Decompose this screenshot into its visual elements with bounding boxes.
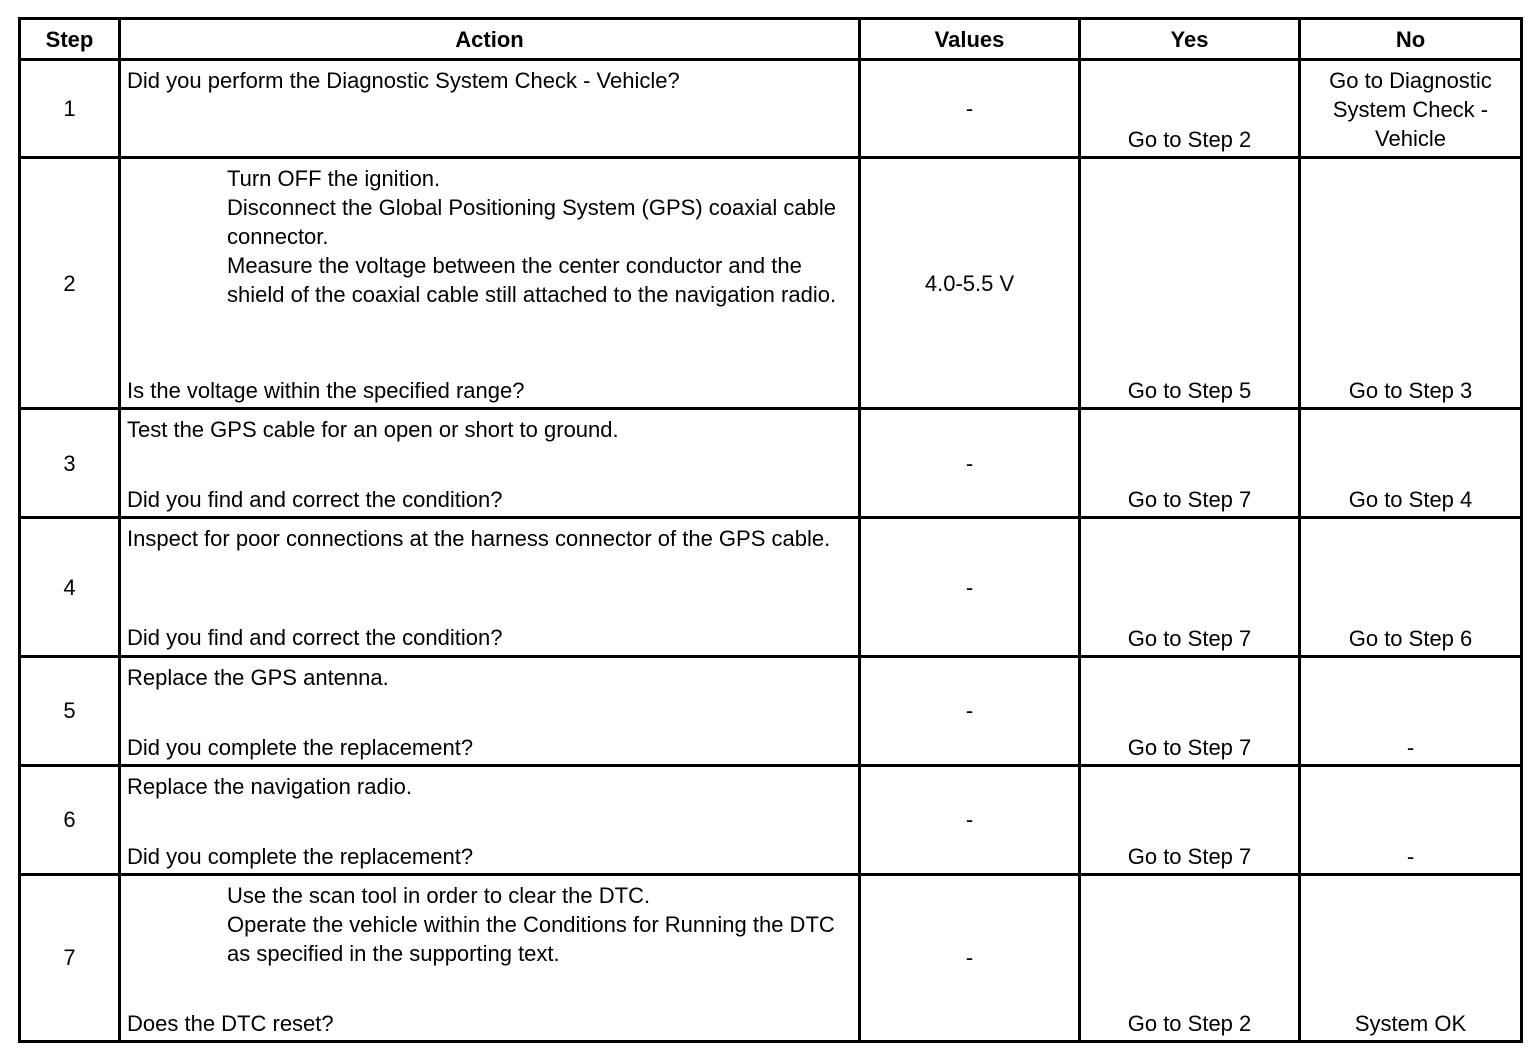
action-steps-list (227, 881, 854, 968)
action-step-item: Operate the vehicle within the Conditions for Running the DTC as specified in the supporting text. (227, 911, 835, 966)
action-instruction: Replace the GPS antenna. (127, 664, 389, 690)
header-values: Values (860, 19, 1080, 60)
action-question: Did you find and correct the condition? (127, 487, 503, 513)
table-body (20, 60, 1522, 1042)
no-cell: Go to Step 4 (1300, 409, 1522, 518)
values-cell: 4.0-5.5 V (860, 158, 1080, 409)
step-number-cell: 2 (20, 158, 120, 409)
values-cell: - (860, 60, 1080, 158)
table-row (20, 765, 1522, 874)
header-no: No (1300, 19, 1522, 60)
action-cell (120, 60, 860, 158)
table-row (20, 60, 1522, 158)
yes-cell: Go to Step 5 (1080, 158, 1300, 409)
step-number-cell: 4 (20, 518, 120, 656)
step-number-cell: 5 (20, 656, 120, 765)
action-step-item: Measure the voltage between the center conductor and the shield of the coaxial cable still attached to the navigation radio. (227, 253, 837, 308)
no-cell: Go to Step 6 (1300, 518, 1522, 656)
values-cell: - (860, 874, 1080, 1041)
values-cell: - (860, 765, 1080, 874)
no-cell: Go to Diagnostic System Check - Vehicle (1300, 60, 1522, 158)
yes-cell: Go to Step 7 (1080, 409, 1300, 518)
action-instruction: Replace the navigation radio. (127, 773, 412, 799)
table-row (20, 409, 1522, 518)
values-cell: - (860, 518, 1080, 656)
action-question: Did you complete the replacement? (127, 734, 474, 760)
action-instruction: Test the GPS cable for an open or short to ground. (127, 417, 619, 443)
header-yes: Yes (1080, 19, 1300, 60)
yes-cell: Go to Step 2 (1080, 60, 1300, 158)
step-number-cell: 3 (20, 409, 120, 518)
no-cell: - (1300, 656, 1522, 765)
action-question: Does the DTC reset? (127, 1010, 334, 1036)
values-cell: - (860, 409, 1080, 518)
header-row (20, 19, 1522, 60)
action-cell (120, 158, 860, 409)
header-action: Action (120, 19, 860, 60)
action-steps-list (227, 164, 854, 309)
step-number-cell: 6 (20, 765, 120, 874)
action-question: Is the voltage within the specified range? (127, 378, 525, 404)
no-cell: Go to Step 3 (1300, 158, 1522, 409)
yes-cell: Go to Step 7 (1080, 518, 1300, 656)
action-cell (120, 518, 860, 656)
step-number-cell: 1 (20, 60, 120, 158)
table-row (20, 656, 1522, 765)
yes-cell: Go to Step 7 (1080, 656, 1300, 765)
no-cell: System OK (1300, 874, 1522, 1041)
action-cell (120, 874, 860, 1041)
no-cell: - (1300, 765, 1522, 874)
action-instruction: Inspect for poor connections at the harness connector of the GPS cable. (127, 526, 831, 552)
step-number-cell: 7 (20, 874, 120, 1041)
values-cell: - (860, 656, 1080, 765)
header-step: Step (20, 19, 120, 60)
action-step-item: Turn OFF the ignition. (227, 166, 441, 192)
table-row (20, 518, 1522, 656)
action-instruction: Did you perform the Diagnostic System Check - Vehicle? (127, 68, 680, 93)
table-row (20, 158, 1522, 409)
table-row (20, 874, 1522, 1041)
action-cell (120, 409, 860, 518)
yes-cell: Go to Step 7 (1080, 765, 1300, 874)
action-step-item: Disconnect the Global Positioning System (GPS) coaxial cable connector. (227, 195, 836, 250)
diagnostic-table (18, 17, 1523, 1043)
action-cell (120, 765, 860, 874)
action-question: Did you find and correct the condition? (127, 625, 503, 651)
action-cell (120, 656, 860, 765)
action-step-item: Use the scan tool in order to clear the DTC. (227, 882, 651, 908)
yes-cell: Go to Step 2 (1080, 874, 1300, 1041)
action-question: Did you complete the replacement? (127, 843, 474, 869)
